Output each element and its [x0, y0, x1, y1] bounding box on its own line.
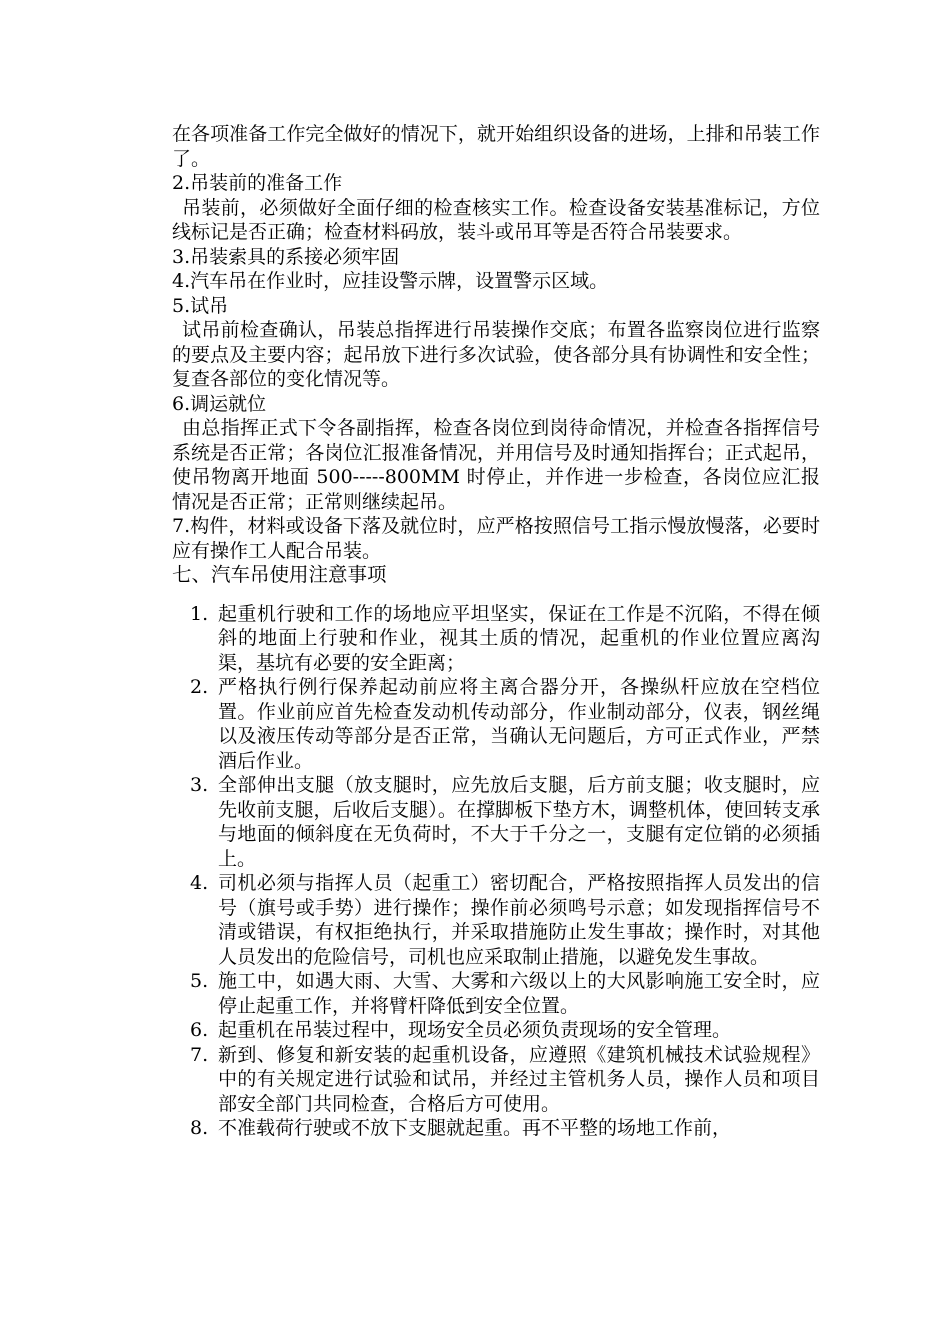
section-7-paragraph: 7.构件，材料或设备下落及就位时，应严格按照信号工指示慢放慢落，必要时应有操作工人配合吊装。 [172, 515, 820, 562]
document-page [172, 122, 820, 1141]
list-item-text: 全部伸出支腿（放支腿时，应先放后支腿，后方前支腿；收支腿时，应先收前支腿，后收后支腿）。在撑脚板下垫方木，调整机体，使回转支承与地面的倾斜度在无负荷时，不大于千分之一，支腿有定位销的必须插上。 [218, 774, 820, 870]
section-4-heading: 4.汽车吊在作业时，应挂设警示牌，设置警示区域。 [172, 270, 609, 292]
list-item [172, 1018, 820, 1043]
list-item-text: 司机必须与指挥人员（起重工）密切配合，严格按照指挥人员发出的信号（旗号或手势）进行操作；操作前必须鸣号示意；如发现指挥信号不清或错误，有权拒绝执行，并采取措施防止发生事故；操作时，对其他人员发出的危险信号，司机也应采取制止措施，以避免发生事故。 [218, 872, 820, 968]
list-item [172, 969, 820, 1018]
section-2-body: 吊装前，必须做好全面仔细的检查核实工作。检查设备安装基准标记，方位线标记是否正确；检查材料码放，装斗或吊耳等是否符合吊装要求。 [172, 196, 820, 243]
section-5-body: 试吊前检查确认，吊装总指挥进行吊装操作交底；布置各监察岗位进行监察的要点及主要内容；起吊放下进行多次试验，使各部分具有协调性和安全性；复查各部位的变化情况等。 [172, 319, 820, 390]
section-3-heading: 3.吊装索具的系接必须牢固 [172, 245, 400, 268]
list-item [172, 773, 820, 871]
list-item-text: 新到、修复和新安装的起重机设备，应遵照《建筑机械技术试验规程》中的有关规定进行试验和试吊，并经过主管机务人员，操作人员和项目部安全部门共同检查，合格后方可使用。 [218, 1043, 820, 1115]
notes-list [172, 602, 820, 1141]
section-6-body: 由总指挥正式下令各副指挥，检查各岗位到岗待命情况，并检查各指挥信号系统是否正常；各岗位汇报准备情况，并用信号及时通知指挥台；正式起吊，使吊物离开地面 500-----800MM 时停止，并作进一步检查，各岗位应汇报情况是否正常；正常则继续起吊。 [172, 417, 820, 513]
list-item-number: 6. [190, 1019, 209, 1041]
list-item [172, 871, 820, 969]
list-item-number: 1. [190, 602, 209, 625]
list-item-text: 不准载荷行驶或不放下支腿就起重。再不平整的场地工作前， [218, 1117, 732, 1139]
list-item-text: 起重机在吊装过程中，现场安全员必须负责现场的安全管理。 [218, 1019, 732, 1041]
list-item [172, 1116, 820, 1141]
section-5-heading: 5.试吊 [172, 294, 229, 317]
list-item-text: 起重机行驶和工作的场地应平坦坚实，保证在工作是不沉陷，不得在倾斜的地面上行驶和作业，视其土质的情况，起重机的作业位置应离沟渠，基坑有必要的安全距离； [218, 602, 820, 674]
list-item-number: 4. [190, 872, 209, 894]
list-item-text: 严格执行例行保养起动前应将主离合器分开，各操纵杆应放在空档位置。作业前应首先检查发动机传动部分，作业制动部分，仪表，钢丝绳以及液压传动等部分是否正常，当确认无问题后，方可正式作业，严禁酒后作业。 [218, 676, 820, 772]
section-6-heading: 6.调运就位 [172, 392, 267, 415]
section-2-heading: 2.吊装前的准备工作 [172, 172, 343, 194]
list-item-number: 2. [190, 676, 209, 698]
list-item [172, 602, 820, 676]
intro-paragraph: 在各项准备工作完全做好的情况下，就开始组织设备的进场，上排和吊装工作了。 [172, 123, 820, 170]
list-item [172, 675, 820, 773]
list-item-number: 7. [190, 1043, 209, 1066]
chapter-heading: 七、汽车吊使用注意事项 [172, 563, 387, 586]
list-item [172, 1043, 820, 1117]
list-item-text: 施工中，如遇大雨、大雪、大雾和六级以上的大风影响施工安全时，应停止起重工作，并将臂杆降低到安全位置。 [218, 970, 820, 1017]
list-item-number: 5. [190, 970, 209, 992]
list-item-number: 3. [190, 774, 209, 796]
list-item-number: 8. [190, 1117, 209, 1139]
